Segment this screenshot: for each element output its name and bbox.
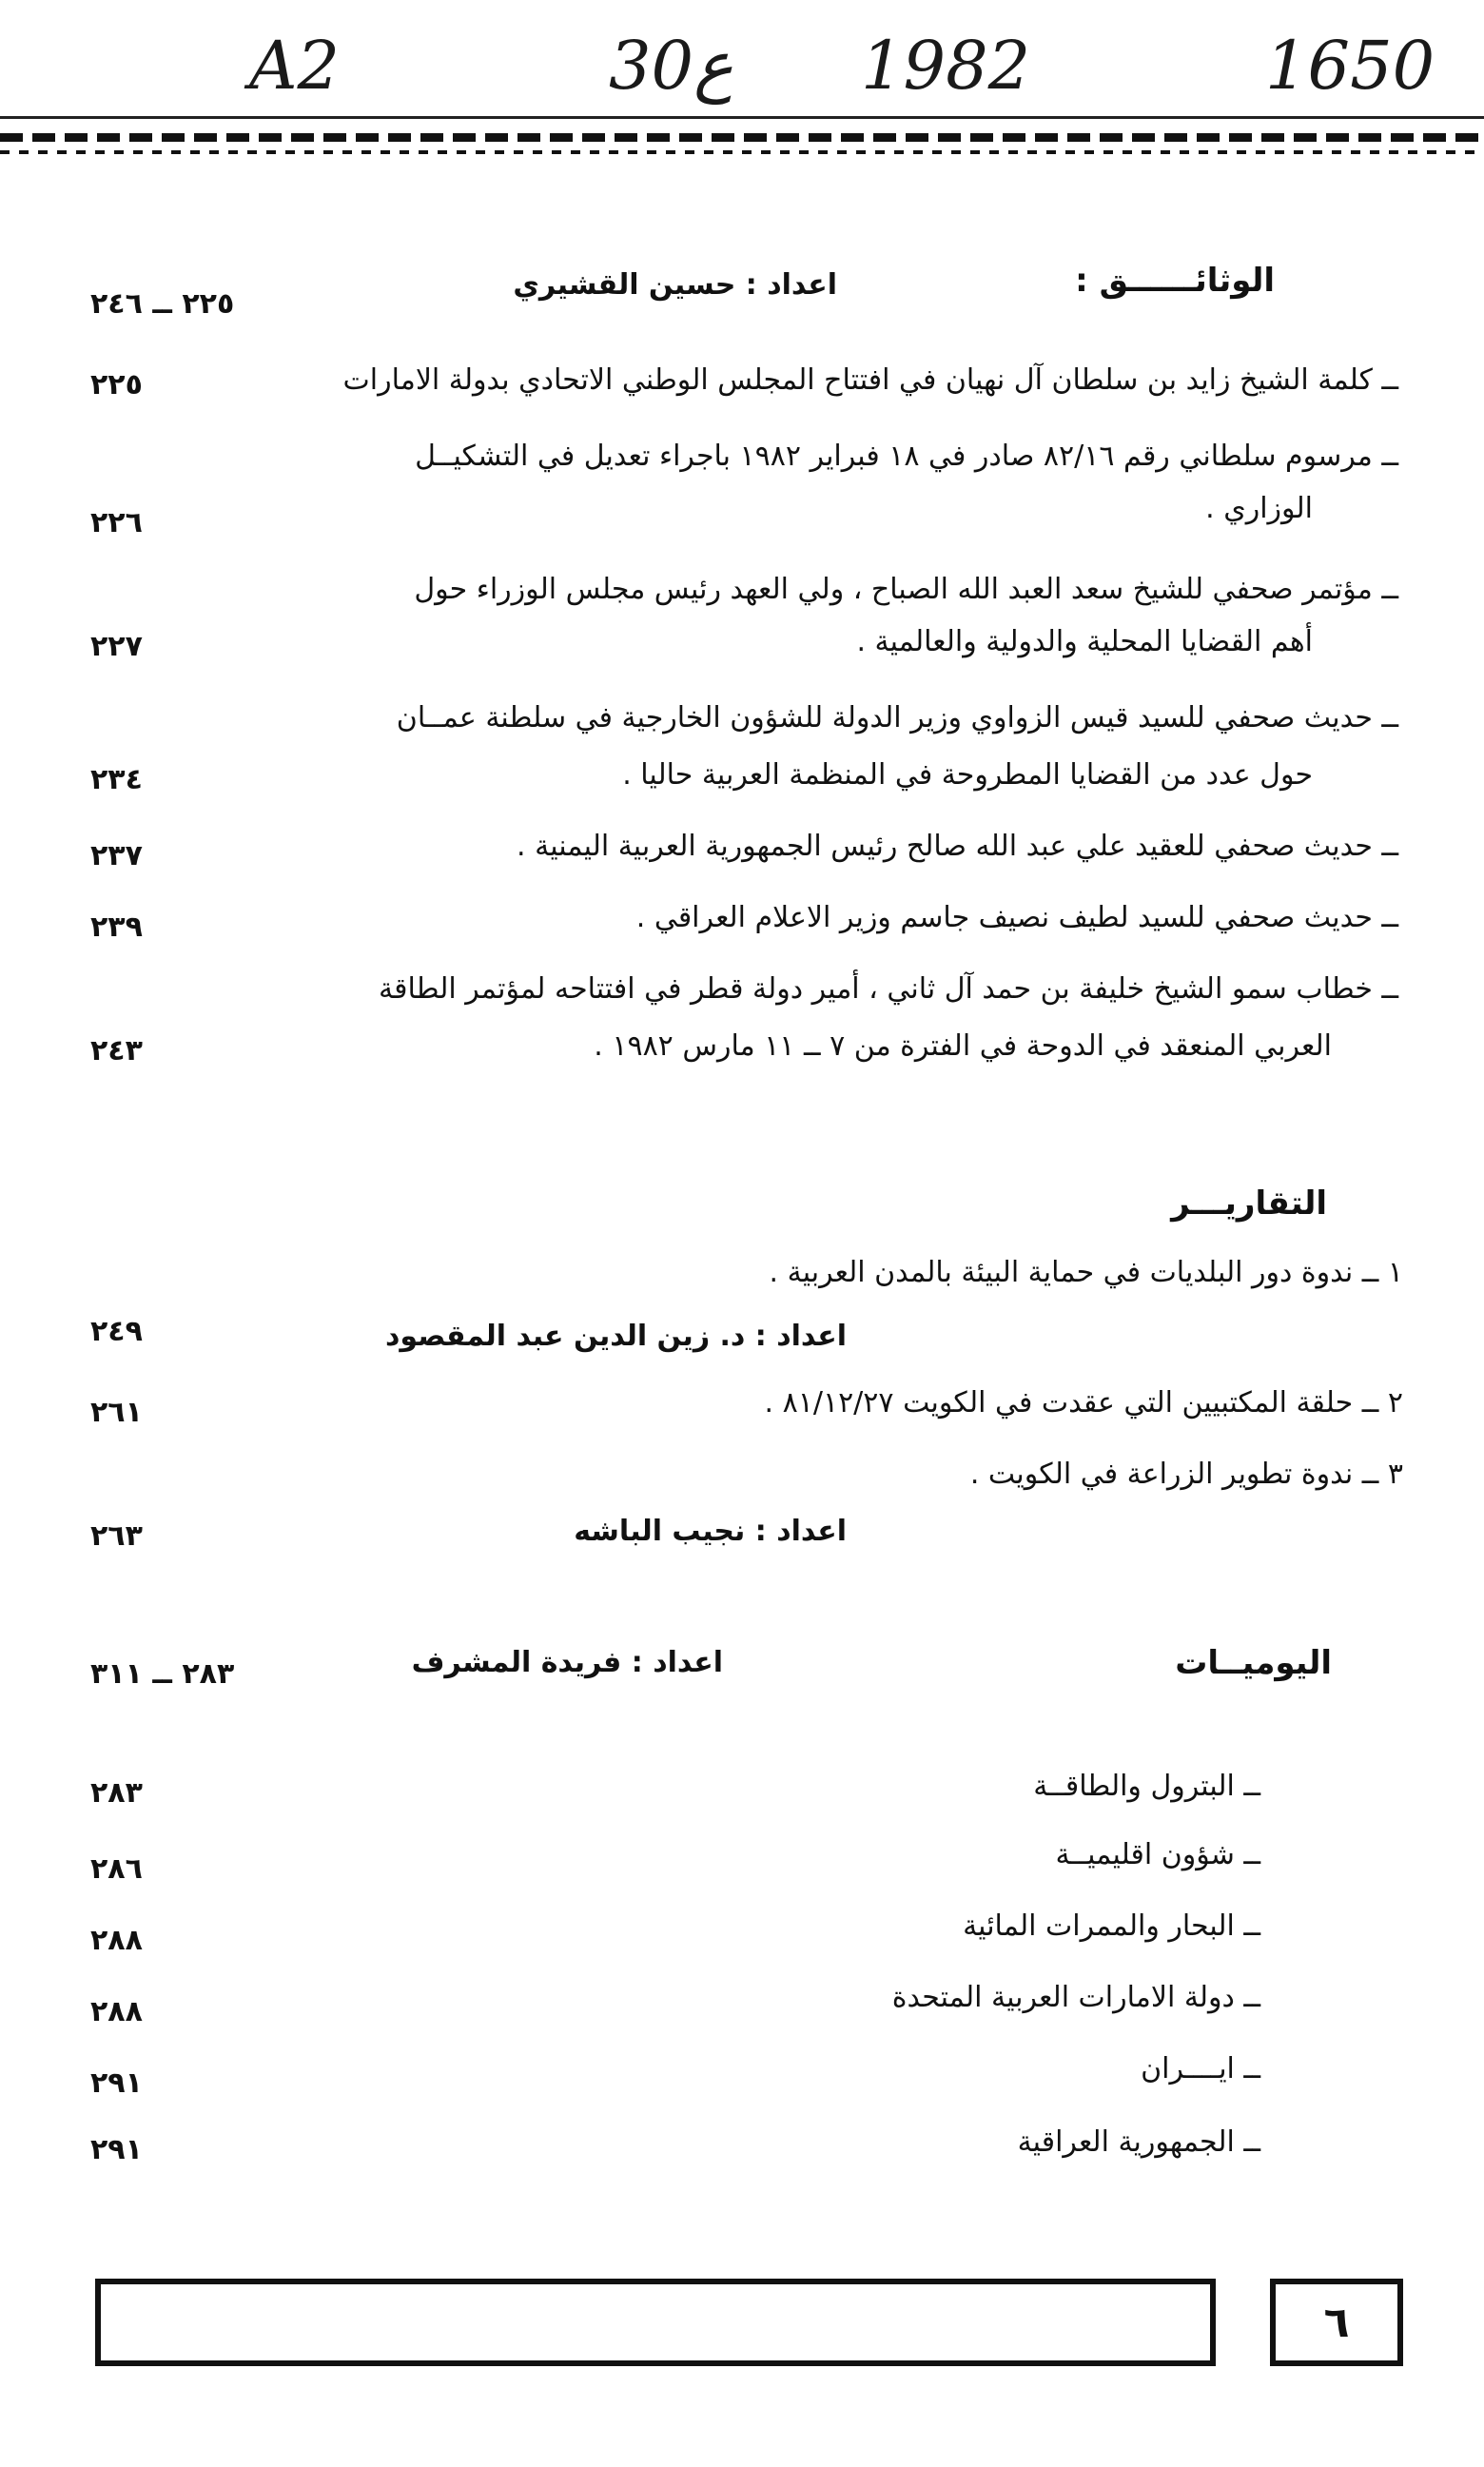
wathaiq-item-1-page: ٢٢٥: [90, 368, 143, 401]
taqarir-item-3-page: ٢٦٣: [90, 1519, 143, 1553]
header-dashed-rule-secondary: [0, 150, 1484, 154]
wathaiq-item-3-line1: ــ مؤتمر صحفي للشيخ سعد العبد الله الصباح ، ولي العهد رئيس مجلس الوزراء حول: [414, 573, 1398, 606]
page-number-box: [1270, 2279, 1403, 2366]
wathaiq-page-range: ٢٢٥ ــ ٢٤٦: [90, 287, 235, 321]
wathaiq-item-6-page: ٢٣٩: [90, 910, 143, 944]
wathaiq-item-2-page: ٢٢٦: [90, 506, 143, 539]
yawmiyat-item-5-page: ٢٩١: [90, 2066, 143, 2100]
handwritten-note-year: 1982: [861, 27, 1031, 105]
wathaiq-item-4-page: ٢٣٤: [90, 763, 143, 796]
taqarir-item-2-title: ٢ ــ حلقة المكتبيين التي عقدت في الكويت ٨١/١٢/٢٧ .: [764, 1386, 1403, 1420]
yawmiyat-item-6-page: ٢٩١: [90, 2133, 143, 2166]
section-heading-yawmiyat: اليوميــات: [1175, 1644, 1332, 1682]
taqarir-item-3-compiler: اعداد : نجيب الباشه: [574, 1515, 847, 1548]
wathaiq-item-1-line1: ــ كلمة الشيخ زايد بن سلطان آل نهيان في افتتاح المجلس الوطني الاتحادي بدولة الامارات: [342, 363, 1398, 397]
header-rule: [0, 116, 1484, 119]
wathaiq-item-3-line2: أهم القضايا المحلية والدولية والعالمية .: [856, 625, 1313, 658]
yawmiyat-page-range: ٢٨٣ ــ ٣١١: [90, 1657, 235, 1691]
page-number: ٦: [1323, 2298, 1350, 2347]
footer-empty-box: [95, 2279, 1216, 2366]
wathaiq-item-4-line1: ــ حديث صحفي للسيد قيس الزواوي وزير الدولة للشؤون الخارجية في سلطنة عمــان: [396, 701, 1398, 734]
yawmiyat-compiler: اعداد : فريدة المشرف: [411, 1646, 723, 1679]
section-heading-taqarir: التقاريـــر: [1171, 1185, 1327, 1223]
wathaiq-item-4-line2: حول عدد من القضايا المطروحة في المنظمة العربية حاليا .: [622, 758, 1313, 792]
wathaiq-compiler: اعداد : حسين القشيري: [513, 268, 837, 302]
yawmiyat-item-3: ــ البحار والممرات المائية: [963, 1909, 1260, 1943]
handwritten-note-number: 1650: [1265, 27, 1435, 105]
taqarir-item-3-title: ٣ ــ ندوة تطوير الزراعة في الكويت .: [969, 1458, 1403, 1491]
wathaiq-item-7-line1: ــ خطاب سمو الشيخ خليفة بن حمد آل ثاني ، أمير دولة قطر في افتتاحه لمؤتمر الطاقة: [379, 972, 1398, 1006]
wathaiq-item-6-line1: ــ حديث صحفي للسيد لطيف نصيف جاسم وزير الاعلام العراقي .: [635, 901, 1398, 934]
taqarir-item-1-title: ١ ــ ندوة دور البلديات في حماية البيئة بالمدن العربية .: [769, 1256, 1403, 1289]
section-heading-wathaiq: الوثائــــــق :: [1075, 262, 1275, 300]
handwritten-note-b: 30ع: [609, 27, 733, 105]
header-dashed-rule: [0, 133, 1484, 142]
yawmiyat-item-6: ــ الجمهورية العراقية: [1017, 2125, 1260, 2159]
wathaiq-item-3-page: ٢٢٧: [90, 630, 143, 663]
taqarir-item-1-compiler: اعداد : د. زين الدين عبد المقصود: [385, 1320, 847, 1353]
taqarir-item-1-page: ٢٤٩: [90, 1315, 143, 1348]
taqarir-item-2-page: ٢٦١: [90, 1396, 143, 1429]
yawmiyat-item-1: ــ البترول والطاقــة: [1033, 1770, 1260, 1803]
wathaiq-item-7-line2: العربي المنعقد في الدوحة في الفترة من ٧ ــ ١١ مارس ١٩٨٢ .: [594, 1029, 1332, 1063]
yawmiyat-item-4-page: ٢٨٨: [90, 1995, 143, 2028]
wathaiq-item-2-line2: الوزاري .: [1205, 492, 1313, 525]
wathaiq-item-7-page: ٢٤٣: [90, 1034, 143, 1067]
yawmiyat-item-3-page: ٢٨٨: [90, 1924, 143, 1957]
yawmiyat-item-2: ــ شؤون اقليميــة: [1055, 1838, 1260, 1871]
yawmiyat-item-2-page: ٢٨٦: [90, 1852, 143, 1886]
yawmiyat-item-1-page: ٢٨٣: [90, 1776, 143, 1810]
handwritten-note-a: A2: [249, 27, 341, 105]
yawmiyat-item-5: ــ ايــــران: [1141, 2052, 1260, 2085]
wathaiq-item-2-line1: ــ مرسوم سلطاني رقم ٨٢/١٦ صادر في ١٨ فبراير ١٩٨٢ باجراء تعديل في التشكيــل: [415, 440, 1398, 473]
wathaiq-item-5-line1: ــ حديث صحفي للعقيد علي عبد الله صالح رئيس الجمهورية العربية اليمنية .: [517, 830, 1398, 863]
wathaiq-item-5-page: ٢٣٧: [90, 839, 143, 872]
yawmiyat-item-4: ــ دولة الامارات العربية المتحدة: [891, 1981, 1260, 2014]
